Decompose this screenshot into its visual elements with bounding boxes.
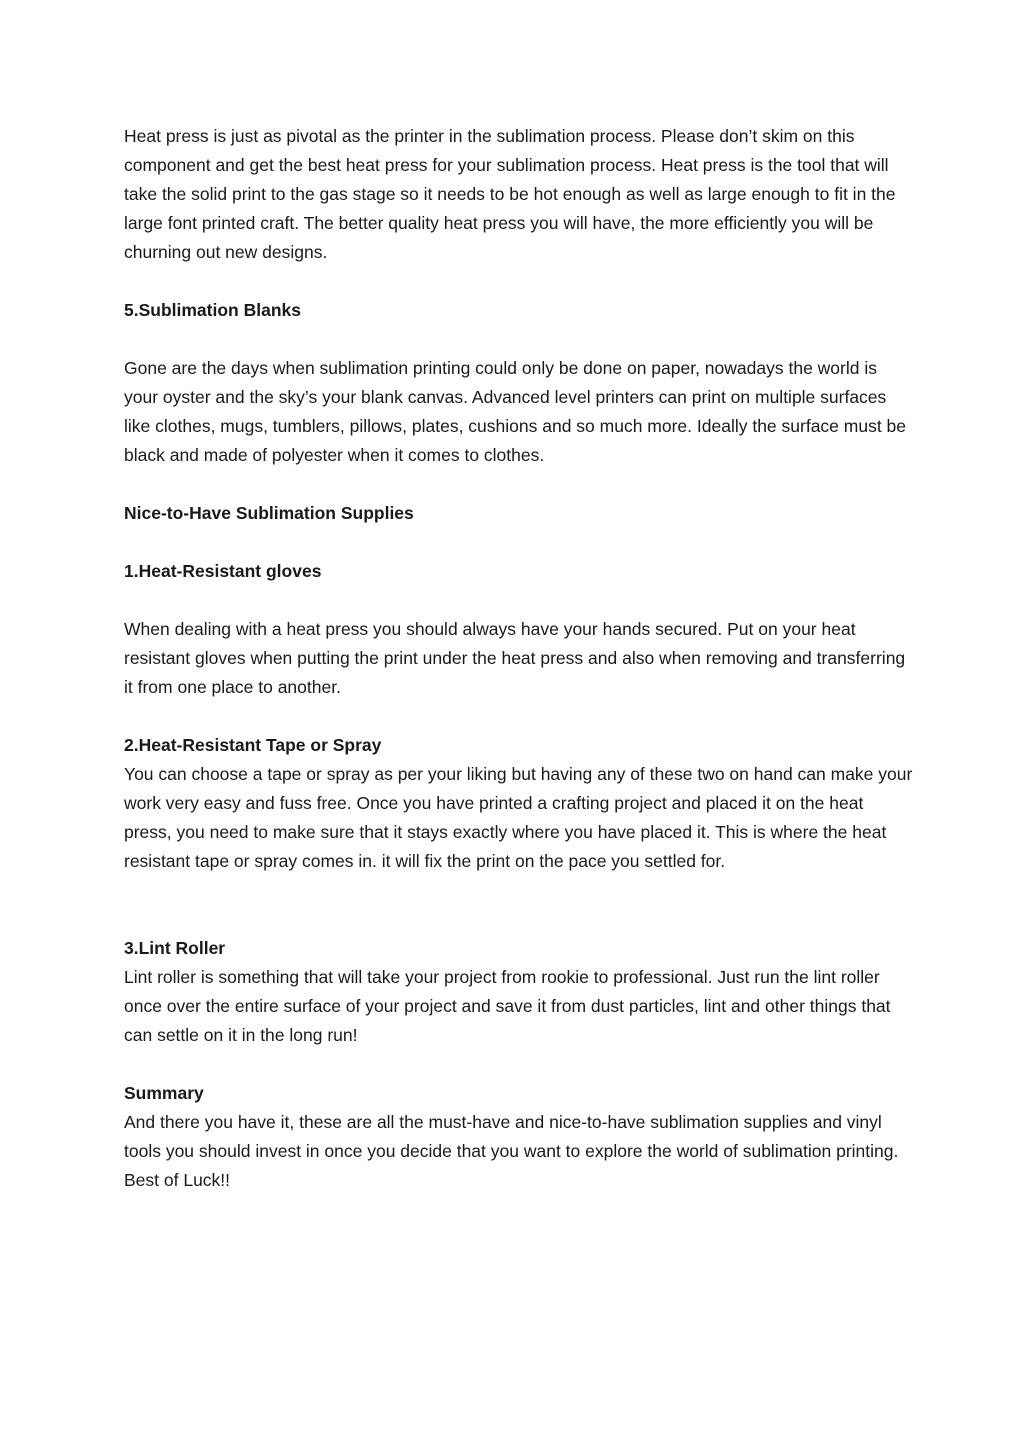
heat-press-paragraph: Heat press is just as pivotal as the printer in the sublimation process. Please don’t skim on this component and get the best heat press for your sublimation process. Heat press is the tool that will take the solid print to the gas stage so it needs to be hot enough as well as large enough to fit in the large font printed craft. The better quality heat press you will have, the more efficiently you will be churning out new designs. (124, 126, 896, 262)
tape-spray-heading: 2.Heat-Resistant Tape or Spray (124, 735, 382, 755)
nice-to-have-heading: Nice-to-Have Sublimation Supplies (124, 503, 414, 523)
summary-heading: Summary (124, 1083, 204, 1103)
document-body (124, 122, 914, 1224)
sublimation-blanks-heading: 5.Sublimation Blanks (124, 300, 301, 320)
gloves-heading: 1.Heat-Resistant gloves (124, 561, 322, 581)
blank-line (124, 905, 914, 934)
gloves-paragraph: When dealing with a heat press you should always have your hands secured. Put on your heat resistant gloves when putting the print under the heat press and also when removing and transferring it from one place to another. (124, 619, 906, 697)
lint-roller-heading: 3.Lint Roller (124, 938, 226, 958)
sublimation-blanks-paragraph: Gone are the days when sublimation printing could only be done on paper, nowadays the world is your oyster and the sky’s your blank canvas. Advanced level printers can print on multiple surfaces like clothes, mugs, tumblers, pillows, plates, cushions and so much more. Ideally the surface must be black and made of polyester when it comes to clothes. (124, 358, 907, 465)
tape-spray-paragraph: You can choose a tape or spray as per your liking but having any of these two on hand can make your work very easy and fuss free. Once you have printed a crafting project and placed it on the heat press, you need to make sure that it stays exactly where you have placed it. This is where the heat resistant tape or spray comes in. it will fix the print on the pace you settled for. (124, 764, 913, 871)
summary-paragraph: And there you have it, these are all the must-have and nice-to-have sublimation supplies and vinyl tools you should invest in once you decide that you want to explore the world of sublimation printing. Best of Luck!! (124, 1112, 899, 1190)
lint-roller-paragraph: Lint roller is something that will take your project from rookie to professional. Just run the lint roller once over the entire surface of your project and save it from dust particles, lint and other things that can settle on it in the long run! (124, 967, 891, 1045)
